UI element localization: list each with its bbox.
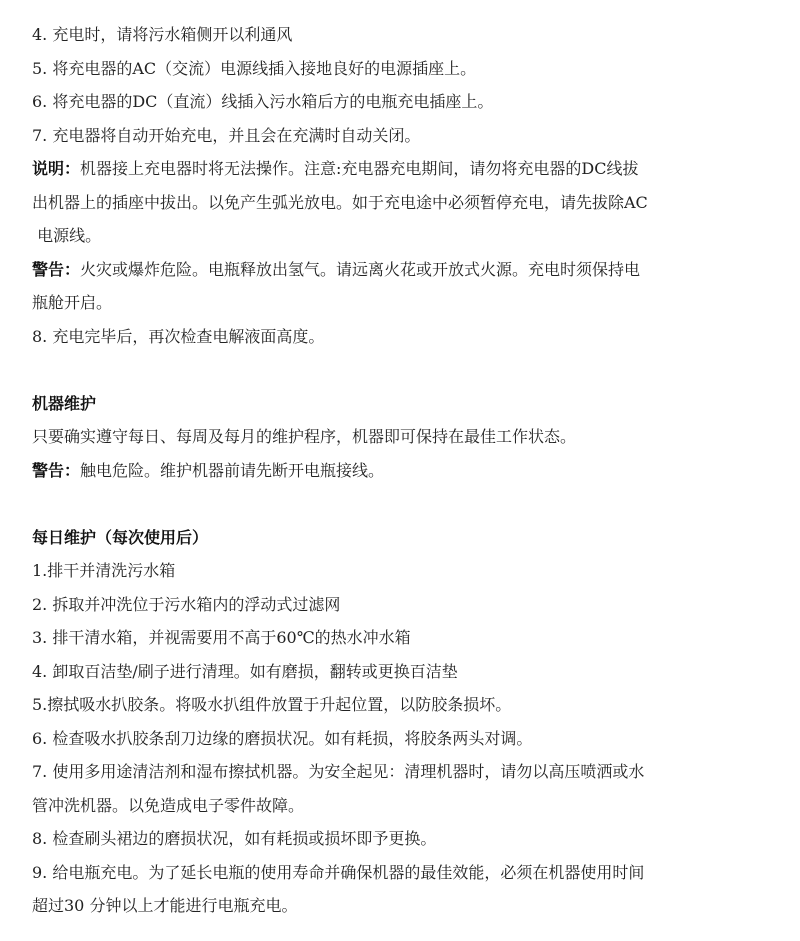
maintenance-intro: 只要确实遵守每日、每周及每月的维护程序，机器即可保持在最佳工作状态。 bbox=[32, 427, 577, 446]
maintenance-warning-text: 触电危险。维护机器前请先断开电瓶接线。 bbox=[80, 460, 385, 480]
warning-text-1: 火灾或爆炸危险。电瓶释放出氢气。请远离火花或开放式火源。充电时须保持电 bbox=[80, 259, 641, 279]
charging-step-7: 7. 充电器将自动开始充电，并且会在充满时自动关闭。 bbox=[32, 125, 421, 145]
daily-item-9-line-2: 超过30 分钟以上才能进行电瓶充电。 bbox=[32, 896, 298, 915]
daily-item-3: 3. 排干清水箱，并视需要用不高于60℃的热水冲水箱 bbox=[32, 628, 411, 647]
daily-item-7-line-2: 管冲洗机器。以免造成电子零件故障。 bbox=[32, 795, 305, 815]
charging-step-5: 5. 将充电器的AC（交流）电源线插入接地良好的电源插座上。 bbox=[32, 58, 477, 78]
section-spacer bbox=[32, 487, 732, 521]
daily-item-6: 6. 检查吸水扒胶条刮刀边缘的磨损状况。如有耗损，将胶条两头对调。 bbox=[32, 728, 533, 748]
warning-label: 警告： bbox=[32, 259, 81, 279]
charging-step-6: 6. 将充电器的DC（直流）线插入污水箱后方的电瓶充电插座上。 bbox=[32, 92, 494, 111]
maintenance-warning bbox=[32, 454, 732, 488]
daily-item-1: 1.排干并清洗污水箱 bbox=[32, 561, 176, 580]
charging-step-8: 8. 充电完毕后，再次检查电解液面高度。 bbox=[32, 326, 325, 346]
charging-note-line-1 bbox=[32, 152, 732, 186]
maintenance-heading: 机器维护 bbox=[32, 393, 97, 413]
note-label: 说明： bbox=[32, 159, 81, 178]
section-spacer bbox=[32, 353, 732, 387]
charging-warning-line-1 bbox=[32, 253, 732, 287]
daily-item-2: 2. 拆取并冲洗位于污水箱内的浮动式过滤网 bbox=[32, 594, 341, 614]
charging-warning-line-2: 瓶舱开启。 bbox=[32, 293, 113, 312]
document-page bbox=[32, 18, 732, 923]
daily-maintenance-heading: 每日维护（每次使用后） bbox=[32, 527, 209, 547]
daily-item-9-line-1: 9. 给电瓶充电。为了延长电瓶的使用寿命并确保机器的最佳效能，必须在机器使用时间 bbox=[32, 862, 645, 882]
daily-item-8: 8. 检查刷头裙边的磨损状况，如有耗损或损坏即予更换。 bbox=[32, 829, 437, 848]
daily-item-5: 5.擦拭吸水扒胶条。将吸水扒组件放置于升起位置，以防胶条损坏。 bbox=[32, 695, 512, 714]
charging-note-line-3: 电源线。 bbox=[32, 226, 102, 245]
charging-step-4: 4. 充电时，请将污水箱侧开以利通风 bbox=[32, 25, 293, 44]
maintenance-warning-label: 警告： bbox=[32, 460, 81, 480]
daily-item-4: 4. 卸取百洁垫/刷子进行清理。如有磨损，翻转或更换百洁垫 bbox=[32, 661, 458, 681]
charging-note-line-2: 出机器上的插座中拔出。以免产生弧光放电。如于充电途中必须暂停充电，请先拔除AC bbox=[32, 192, 648, 212]
note-text-1: 机器接上充电器时将无法操作。注意:充电器充电期间，请勿将充电器的DC线拔 bbox=[80, 159, 639, 178]
daily-item-7-line-1: 7. 使用多用途清洁剂和湿布擦拭机器。为安全起见：清理机器时，请勿以高压喷洒或水 bbox=[32, 762, 645, 781]
